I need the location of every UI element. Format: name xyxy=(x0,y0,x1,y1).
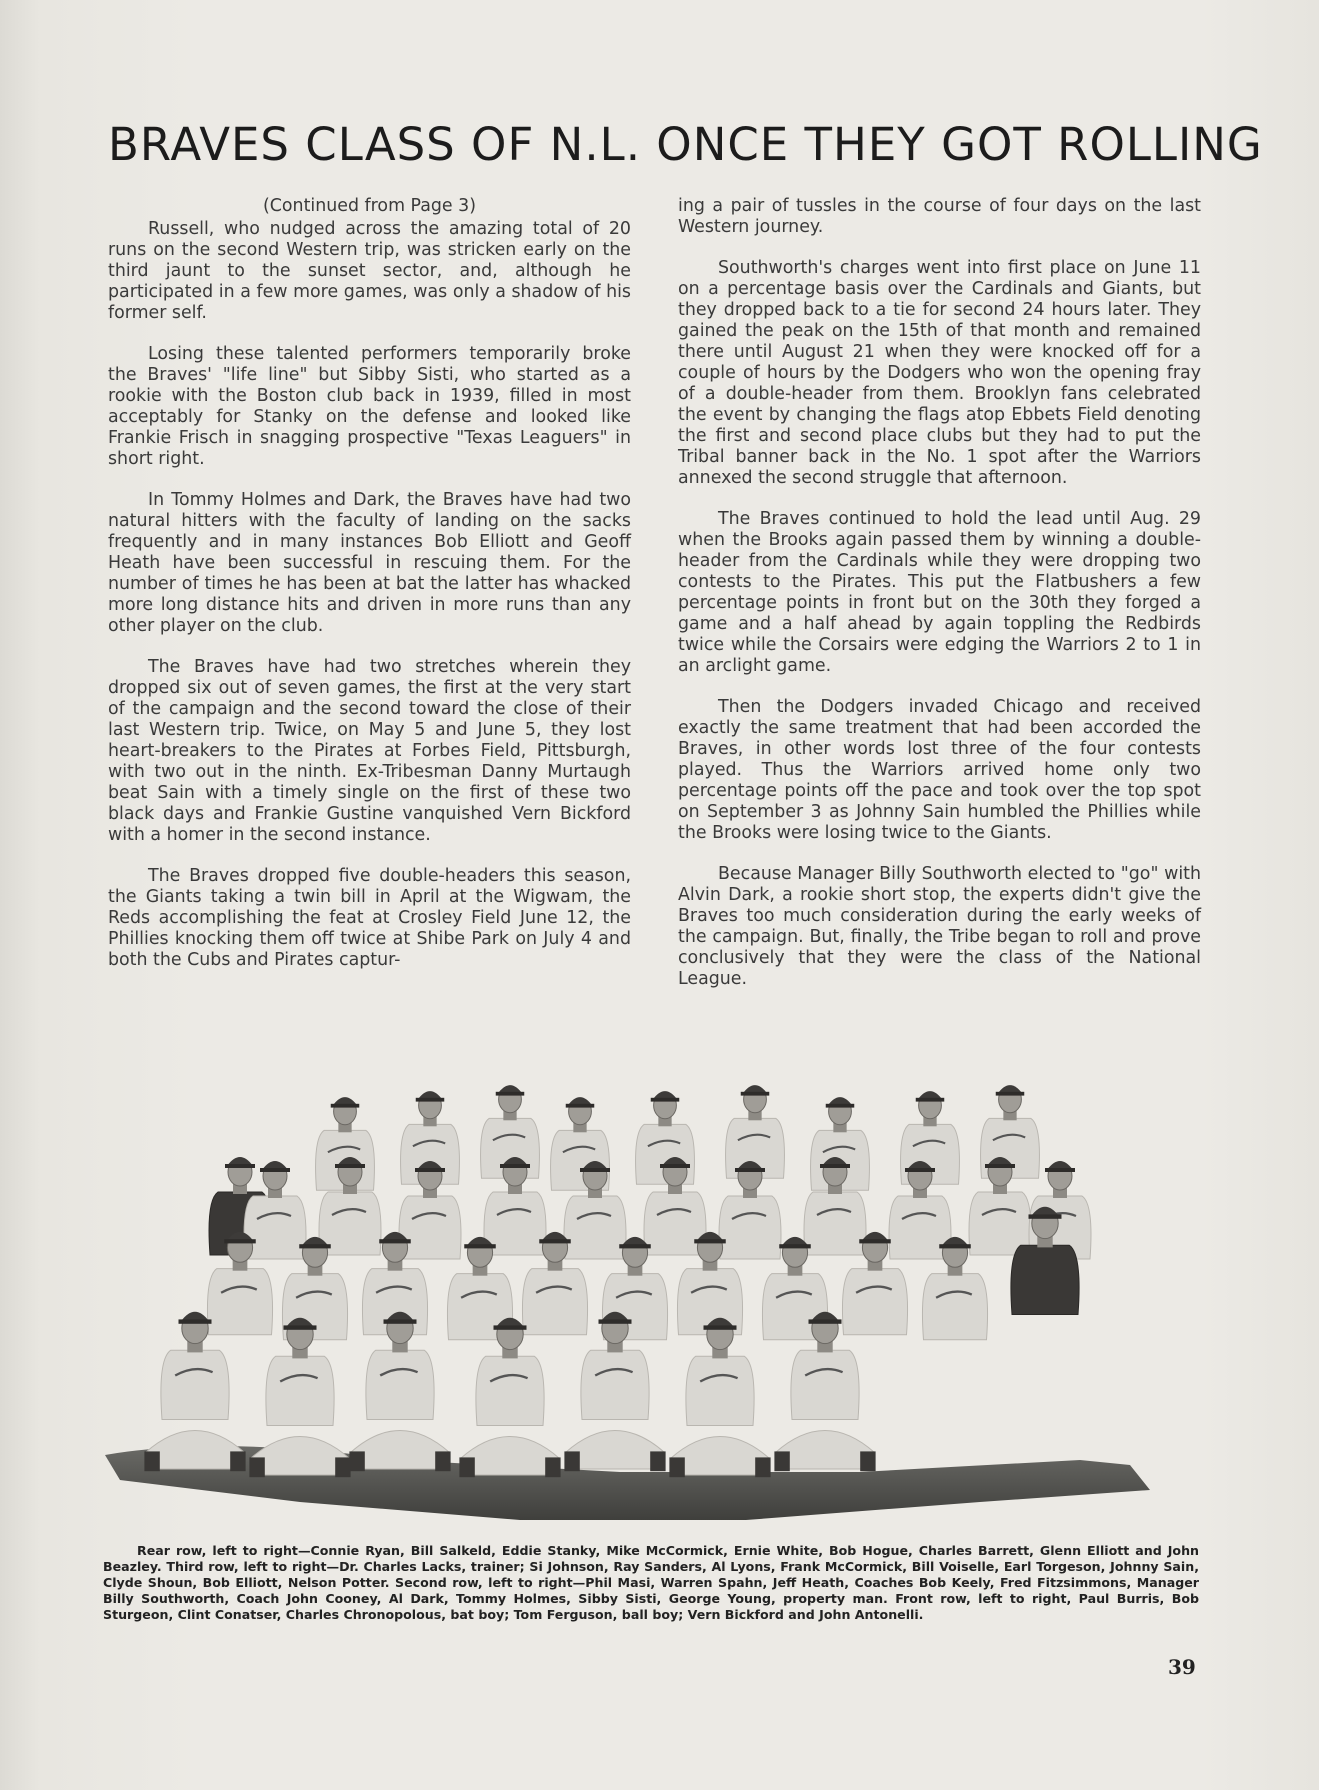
page-number: 39 xyxy=(1168,1655,1196,1679)
player-figure xyxy=(349,1312,450,1472)
caption-text: Rear row, left to right—Connie Ryan, Bill Salkeld, Eddie Stanky, Mike McCormick, Ernie White, Bob Hogue, Charles Barrett, Glenn Elliott and John Beazley. Third row, left to right—Dr. Charles Lacks, trainer; Si Johnson, Ray Sanders, Al Lyons, Frank McCormick, Bill Voiselle, Earl Torgeson, Johnny Sain, Clyde Shoun, Bob Elliott, Nelson Potter. Second row, left to right—Phil Masi, Warren Spahn, Jeff Heath, Coaches Bob Keely, Fred Fitzsimmons, Manager Billy Southworth, Coach John Cooney, Al Dark, Tommy Holmes, Sibby Sisti, George Young, property man. Front row, left to right, Paul Burris, Bob Sturgeon, Clint Conatser, Charles Chronopolous, bat boy; Tom Ferguson, ball boy; Vern Bickford and John Antonelli. xyxy=(103,1543,1199,1622)
team-photo-image xyxy=(100,1040,1200,1520)
paragraph: Southworth's charges went into first place on June 11 on a percentage basis over the Cardinals and Giants, but they dropped back to a tie for second 24 hours later. They gained the peak on the 15th of that month and remained there until August 21 when they were knocked off for a couple of hours by the Dodgers who won the opening fray of a double-header from them. Brooklyn fans celebrated the event by changing the flags atop Ebbets Field denoting the first and second place clubs but they had to put the Tribal banner back in the No. 1 spot after the Warriors annexed the second struggle that afternoon. xyxy=(678,258,1201,488)
team-players xyxy=(144,1085,1091,1477)
paragraph: In Tommy Holmes and Dark, the Braves have had two natural hitters with the faculty of landing on the sacks frequently and in many instances Bob Elliott and Geoff Heath have been successful in rescuing them. For the number of times he has been at bat the latter has whacked more long distance hits and driven in more runs than any other player on the club. xyxy=(108,490,631,636)
paragraph: ing a pair of tussles in the course of four days on the last Western journey. xyxy=(678,196,1201,237)
paragraph: The Braves dropped five double-headers this season, the Giants taking a twin bill in April at the Wigwam, the Reds accomplishing the feat at Crosley Field June 12, the Phillies knocking them off twice at Shibe Park on July 4 and both the Cubs and Pirates captur- xyxy=(108,866,631,970)
photo-caption xyxy=(103,1543,1199,1623)
paragraph: The Braves have had two stretches wherein they dropped six out of seven games, the first at the very start of the campaign and the second toward the close of their last Western trip. Twice, on May 5 and June 5, they lost heart-breakers to the Pirates at Forbes Field, Pittsburgh, with two out in the ninth. Ex-Tribesman Danny Murtaugh beat Sain with a timely single on the first of these two black days and Frankie Gustine vanquished Vern Bickford with a homer in the second instance. xyxy=(108,657,631,845)
paragraph: Russell, who nudged across the amazing total of 20 runs on the second Western trip, was stricken early on the third jaunt to the sunset sector, and, although he participated in a few more games, was only a shadow of his former self. xyxy=(108,219,631,323)
left-text-column xyxy=(108,196,631,991)
player-figure xyxy=(144,1312,245,1472)
continued-note: (Continued from Page 3) xyxy=(262,196,477,216)
player-figure xyxy=(244,1161,306,1259)
player-figure xyxy=(669,1318,770,1478)
page-headline: BRAVES CLASS OF N.L. ONCE THEY GOT ROLLING xyxy=(108,118,1263,171)
player-figure xyxy=(459,1318,560,1478)
paragraph: Losing these talented performers temporarily broke the Braves' "life line" but Sibby Sisti, who started as a rookie with the Boston club back in 1939, filled in most acceptably for Stanky on the defense and looked like Frankie Frisch in snagging prospective "Texas Leaguers" in short right. xyxy=(108,344,631,469)
team-photo xyxy=(100,1040,1200,1520)
right-text-column xyxy=(678,196,1201,1010)
player-figure xyxy=(249,1318,350,1478)
paragraph: The Braves continued to hold the lead until Aug. 29 when the Brooks again passed them by winning a double-header from the Cardinals while they were dropping two contests to the Pirates. This put the Flatbushers a few percentage points in front but on the 30th they forged a game and a half ahead by again toppling the Redbirds twice while the Corsairs were edging the Warriors 2 to 1 in an arclight game. xyxy=(678,509,1201,676)
paragraph: Because Manager Billy Southworth elected to "go" with Alvin Dark, a rookie short stop, the experts didn't give the Braves too much consideration during the early weeks of the campaign. But, finally, the Tribe began to roll and prove conclusively that they were the class of the National League. xyxy=(678,864,1201,989)
paragraph: Then the Dodgers invaded Chicago and received exactly the same treatment that had been accorded the Braves, in other words lost three of the four contests played. Thus the Warriors arrived home only two percentage points off the pace and took over the top spot on September 3 as Johnny Sain humbled the Phillies while the Brooks were losing twice to the Giants. xyxy=(678,697,1201,843)
